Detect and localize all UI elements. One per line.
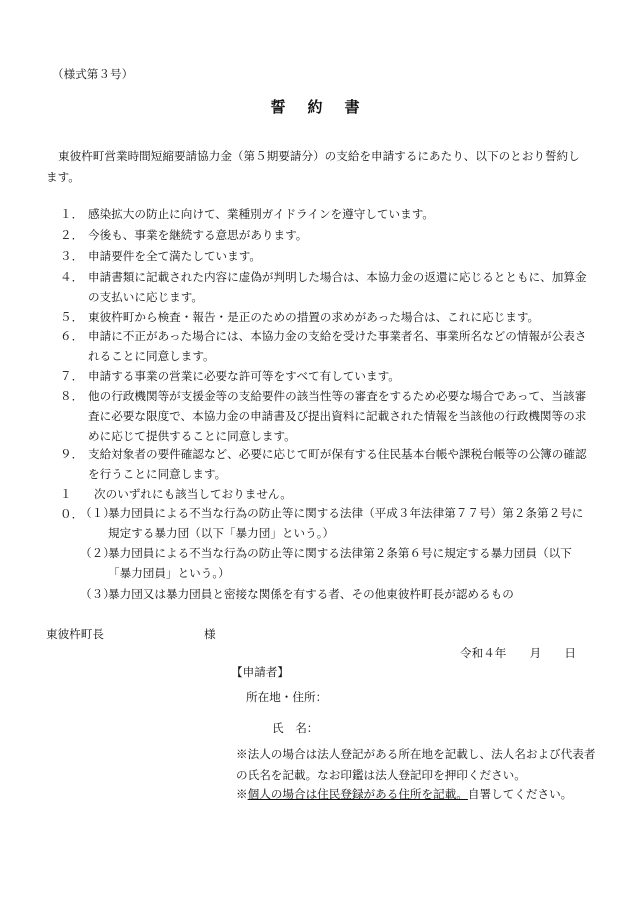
item-number: ３．: [60, 249, 84, 263]
item-text: 東彼杵町から検査・報告・是正のための措置の求めがあった場合は、これに応じます。: [88, 310, 540, 324]
sub-item-number: （１）: [80, 506, 115, 520]
applicant-heading: 【申請者】: [231, 665, 289, 679]
item-number: ２．: [60, 228, 84, 242]
item-text: 申請に不正があった場合には、本協力金の支給を受けた事業者名、事業所名などの情報が公表されることに同意します。: [88, 329, 587, 363]
sub-item-text: 暴力団員による不当な行為の防止等に関する法律（平成３年法律第７７号）第２条第２号に規定する暴力団（以下「暴力団」という。）: [108, 506, 584, 540]
item-number: ４．: [60, 270, 84, 284]
item-number: ８．: [60, 389, 84, 403]
item-text: 他の行政機関等が支援金等の支給要件の該当性等の審査をするため必要な場合であって、当該審査に必要な限度で、本協力金の申請書及び提出資料に記載された情報を当該他の行政機関等の求めに応じて提供することに同意します。: [88, 389, 587, 443]
item-number: １０．: [60, 487, 84, 521]
list-item: [60, 225, 592, 245]
item-text: 次のいずれにも該当しておりません。: [94, 487, 292, 501]
sub-item-text: 暴力団員による不当な行為の防止等に関する法律第２条第６号に規定する暴力団員（以下「暴力団員」という。）: [108, 546, 572, 580]
item-number: １．: [60, 207, 84, 221]
list-item: [60, 386, 592, 446]
item-number: ６．: [60, 329, 84, 343]
page-title: 誓約書: [270, 98, 382, 116]
date-line: 令和４年 月 日: [460, 646, 576, 660]
list-item: [60, 307, 592, 327]
item-text: 申請書類に記載された内容に虚偽が判明した場合は、本協力金の返還に応じるとともに、加算金の支払いに応じます。: [88, 270, 587, 304]
list-item: [60, 366, 592, 386]
item-text: 感染拡大の防止に向けて、業種別ガイドラインを遵守しています。: [88, 207, 434, 221]
list-item: [60, 484, 592, 521]
individual-note: [236, 786, 572, 803]
list-item: [60, 444, 592, 484]
sub-item: [80, 584, 590, 604]
honorific: 様: [204, 627, 216, 641]
addressee: 東彼杵町長: [46, 627, 104, 641]
intro-paragraph: 東彼杵町営業時間短縮要請協力金（第５期要請分）の支給を申請するにあたり、以下のとおり誓約します。: [46, 149, 580, 184]
item-text: 申請する事業の営業に必要な許可等をすべて有しています。: [88, 369, 400, 383]
item-number: ５．: [60, 310, 84, 324]
item-number: ９．: [60, 447, 84, 461]
note-prefix: ※: [236, 787, 248, 801]
sub-item: [80, 503, 590, 543]
corporate-note: ※法人の場合は法人登記がある所在地を記載し、法人名および代表者の氏名を記載。なお印鑑は法人登記印を押印ください。: [236, 747, 596, 782]
list-item: [60, 267, 592, 307]
note-suffix: 自署してください。: [467, 787, 573, 801]
sub-item: [80, 543, 590, 583]
name-label: 氏 名：: [272, 721, 319, 735]
address-label: 所在地・住所：: [246, 690, 328, 704]
sub-item-text: 暴力団又は暴力団員と密接な関係を有する者、その他東彼杵町長が認めるもの: [108, 587, 514, 601]
sub-item-number: （２）: [80, 546, 115, 560]
item-text: 今後も、事業を継続する意思があります。: [88, 228, 308, 242]
form-number: （様式第３号）: [52, 67, 134, 81]
list-item: [60, 246, 592, 266]
item-text: 申請要件を全て満たしています。: [88, 249, 261, 263]
list-item: [60, 326, 592, 366]
note-underlined-text: 個人の場合は住民登録がある住所を記載。: [247, 787, 468, 801]
item-text: 支給対象者の要件確認など、必要に応じて町が保有する住民基本台帳や課税台帳等の公簿の確認を行うことに同意します。: [88, 447, 587, 481]
sub-item-number: （３）: [80, 587, 115, 601]
list-item: [60, 204, 592, 224]
item-number: ７．: [60, 369, 84, 383]
